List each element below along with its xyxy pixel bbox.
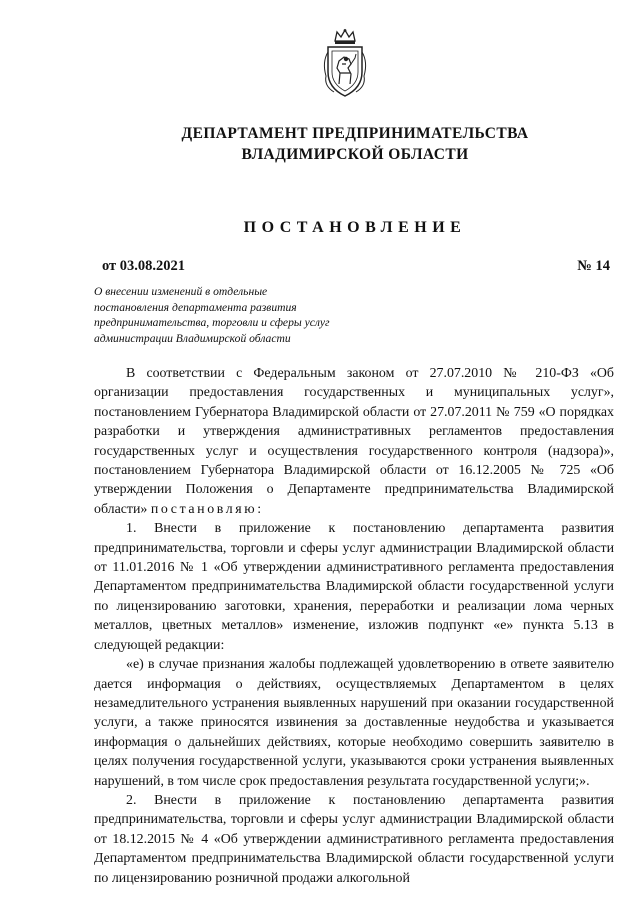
intro-keyword: постановляю: (150, 501, 264, 517)
item-2-paragraph: 2. Внести в приложение к постановлению департамента развития предпринимательства, торговли и сферы услуг администрации Владимирской области от 18.12.2015 № 4 «Об утверждении административного регламента предоставления Департаментом предпринимательства Владимирской области государственной услуги по лицензированию розничной продажи алкогольной (94, 792, 614, 886)
department-line-2: ВЛАДИМИРСКОЙ ОБЛАСТИ (241, 146, 469, 163)
subject-line: предпринимательства, торговли и сферы услуг (94, 316, 330, 329)
department-line-1: ДЕПАРТАМЕНТ ПРЕДПРИНИМАТЕЛЬСТВА (181, 125, 529, 142)
intro-paragraph (94, 364, 614, 519)
item-1-paragraph: 1. Внести в приложение к постановлению департамента развития предпринимательства, торговли и сферы услуг администрации Владимирской области от 11.01.2016 № 1 «Об утверждении административного регламента предоставления Департаментом предпринимательства Владимирской области государственной услуги по лицензированию заготовки, хранения, переработки и реализации лома черных металлов, цветных металлов» изменение, изложив подпункт «е» пункта 5.13 в следующей редакции: (94, 521, 614, 653)
department-name (100, 123, 610, 165)
document-date: от 03.08.2021 (102, 258, 186, 274)
item-1-quote-paragraph: «е) в случае признания жалобы подлежащей удовлетворению в ответе заявителю дается информация о действиях, осуществляемых Департаментом в целях незамедлительного устранения выявленных нарушений при оказании государственной услуги, а также приносятся извинения за доставленные неудобства и указывается информация о дальнейших действиях, которые необходимо совершить заявителю в целях получения государственной услуги, указываются сроки устранения выявленных нарушений, в том числе срок предоставления результата государственной услуги;». (94, 657, 614, 789)
subject-line: постановления департамента развития (94, 300, 297, 314)
coat-of-arms-emblem (318, 28, 372, 100)
document-subject (94, 284, 384, 346)
intro-text: В соответствии с Федеральным законом от 27.07.2010 № 210-ФЗ «Об организации предоставления государственных и муниципальных услуг», постановлением Губернатора Владимирской области от 27.07.2011 № 759 «О порядках разработки и утверждения административных регламентов предоставления государственных услуг и осуществления государственного контроля (надзора)», постановлением Губернатора Владимирской области от 16.12.2005 № 725 «Об утверждении Положения о Департаменте предпринимательства Владимирской области» (94, 366, 614, 517)
document-body (94, 364, 614, 888)
subject-line: администрации Владимирской области (94, 331, 291, 345)
document-number: № 14 (577, 258, 610, 274)
subject-line: О внесении изменений в отдельные (94, 285, 268, 298)
document-type: ПОСТАНОВЛЕНИЕ (243, 219, 467, 236)
